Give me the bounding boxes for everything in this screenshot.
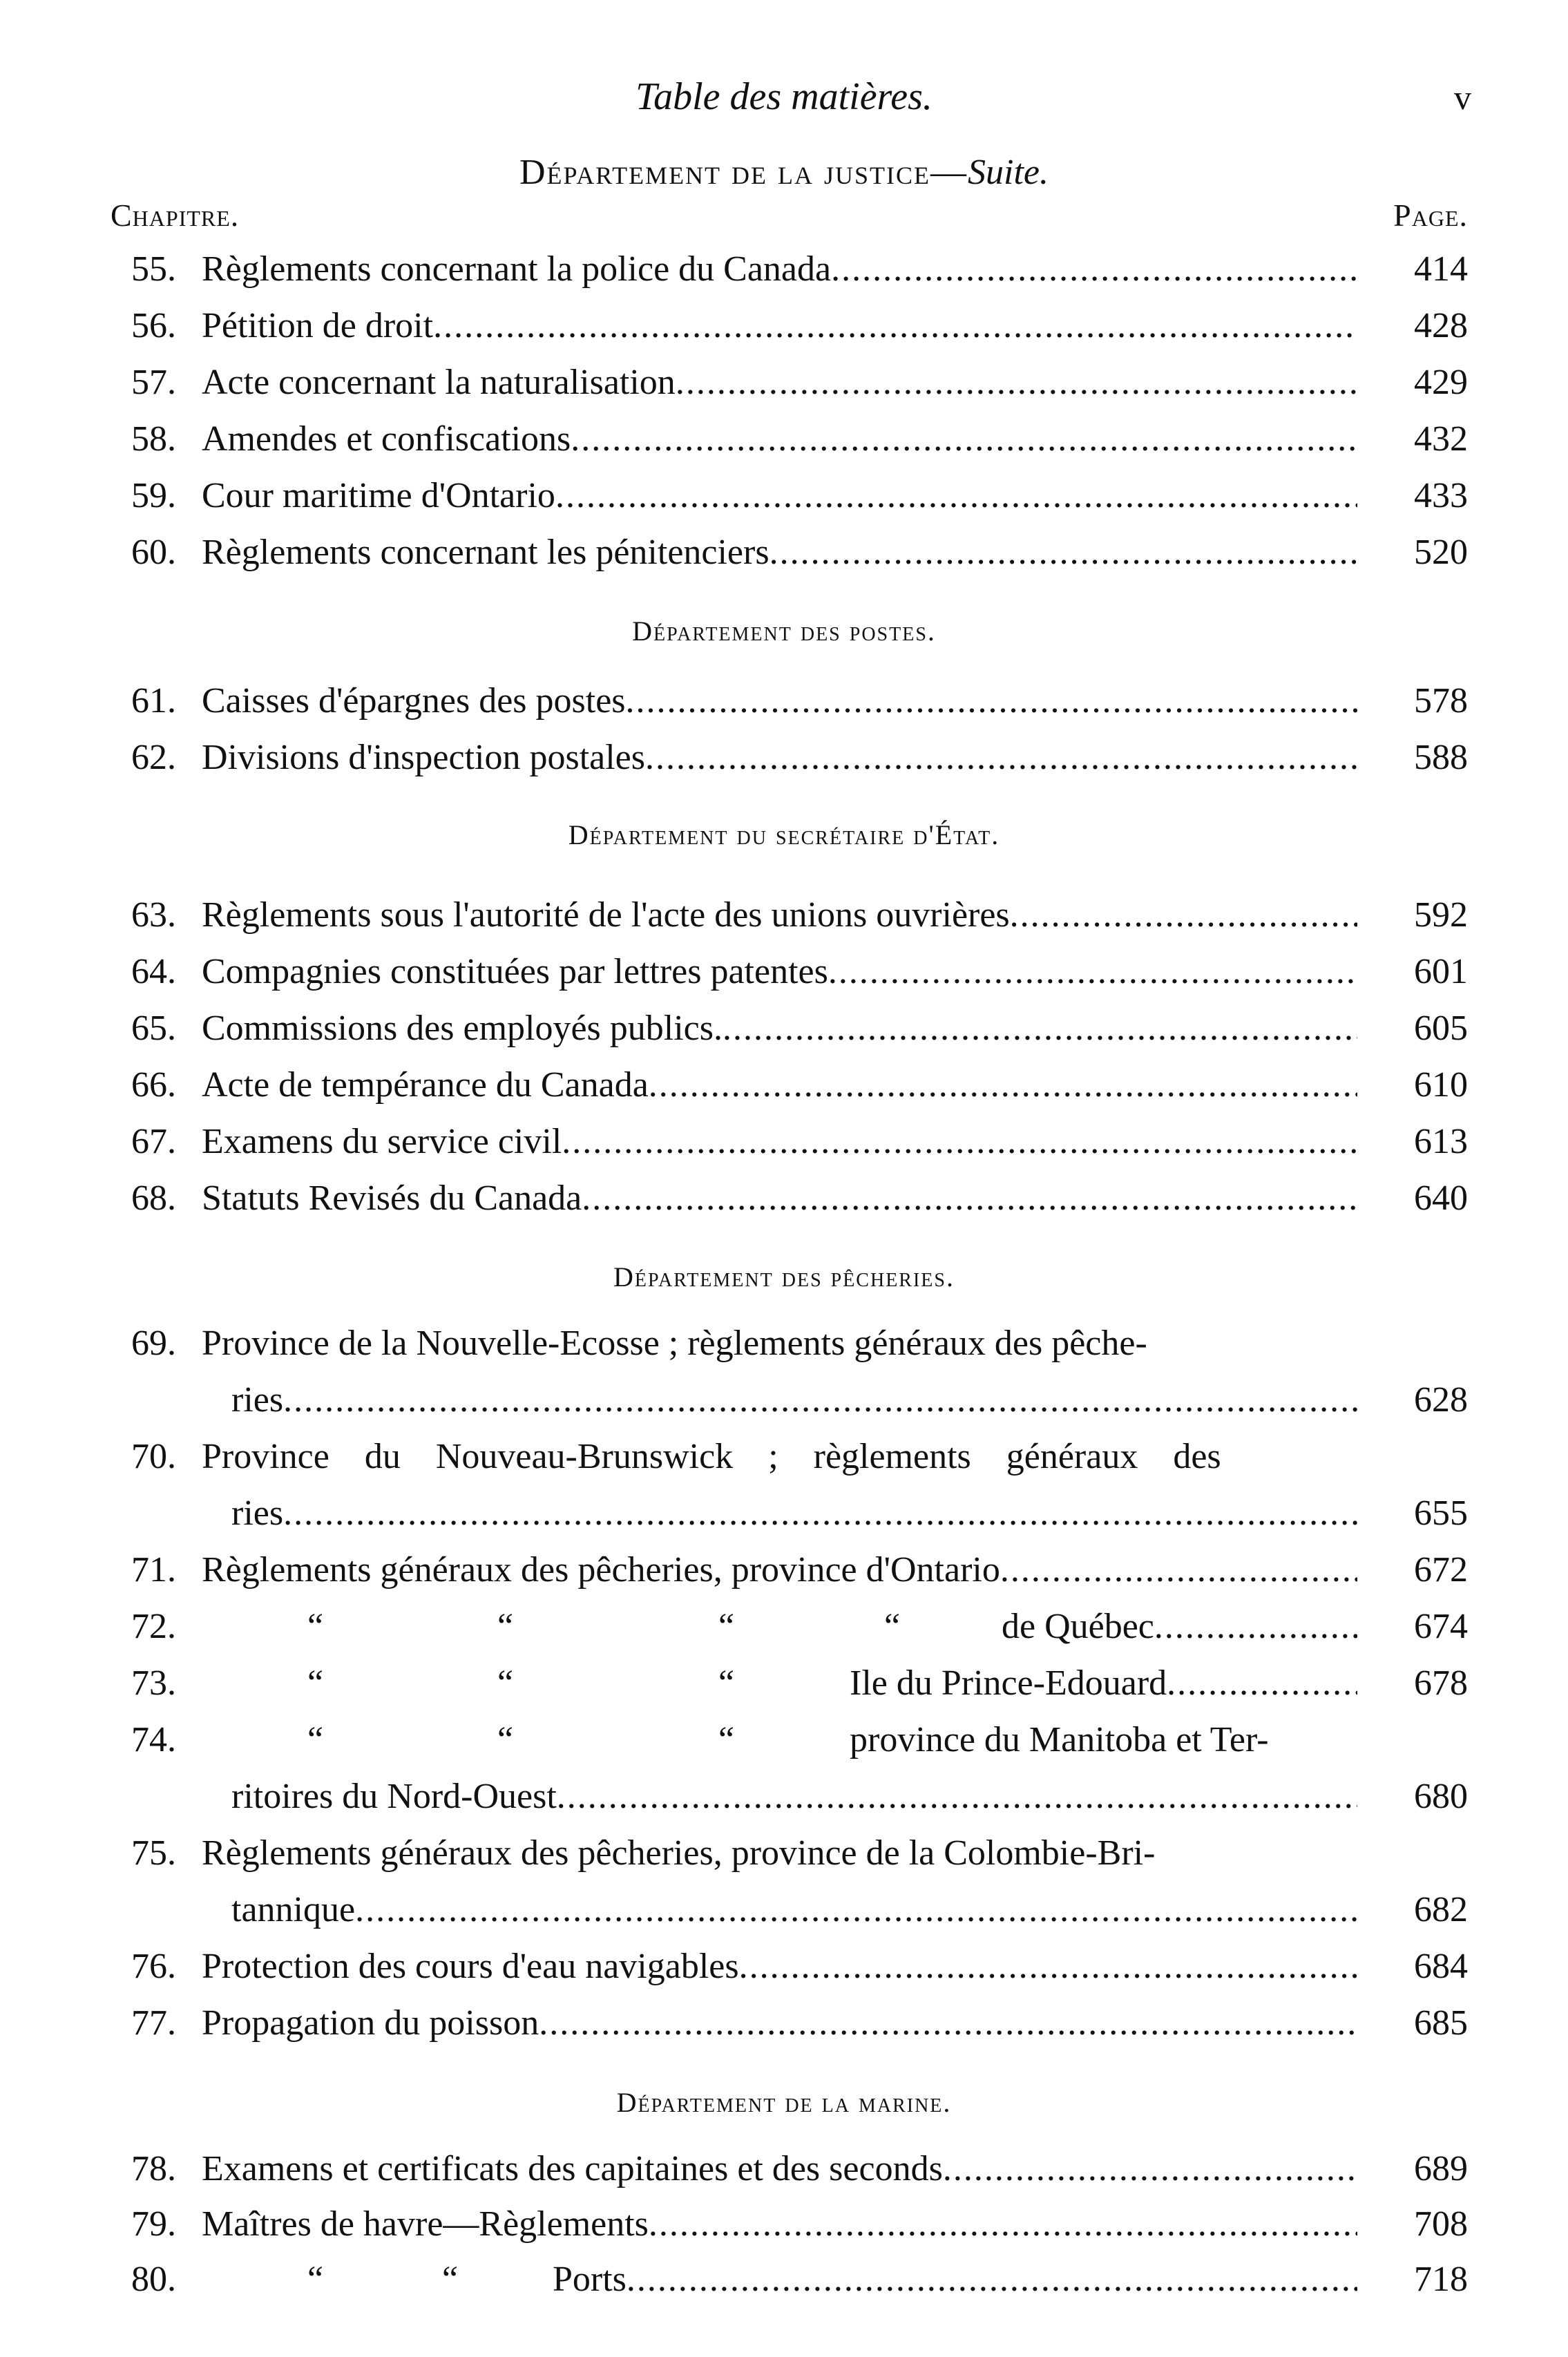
toc-entry (111, 1001, 1468, 1056)
toc-entry-continuation (111, 1769, 1468, 1824)
entry-title: Statuts Revisés du Canada (202, 1178, 582, 1218)
toc-entry (111, 1171, 1468, 1226)
entry-number: 55. (131, 249, 176, 289)
entry-title-continued: ritoires du Nord-Ouest (231, 1777, 557, 1816)
entry-number: 71. (131, 1550, 176, 1590)
toc-entry-continuation (111, 1373, 1468, 1428)
toc-entry-ditto (111, 2252, 1468, 2307)
toc-entry-continuation (111, 1882, 1468, 1938)
ditto-mark: “ (497, 1607, 514, 1646)
ditto-mark: “ (884, 1607, 901, 1646)
entry-page: 588 (1414, 738, 1468, 777)
entry-number: 78. (131, 2149, 176, 2188)
dot-leader (283, 1486, 1357, 1541)
entry-title: Protection des cours d'eau navigables (202, 1947, 739, 1986)
ditto-mark: “ (307, 1720, 324, 1759)
section-heading-marine: Département de la marine. (616, 2087, 952, 2118)
entry-title: Règlements sous l'autorité de l'acte des unions ouvrières (202, 895, 1010, 935)
column-labels (111, 197, 1468, 238)
dot-leader (557, 1769, 1357, 1824)
entry-number: 66. (131, 1065, 176, 1105)
dot-leader (355, 1882, 1357, 1938)
entry-page: 684 (1414, 1947, 1468, 1986)
ditto-mark: “ (307, 2260, 324, 2299)
dot-leader (649, 1058, 1357, 1113)
entry-number: 65. (131, 1009, 176, 1048)
dot-leader (828, 944, 1357, 1000)
entry-title: de Québec (1002, 1607, 1154, 1646)
entry-title: Compagnies constituées par lettres patentes (202, 952, 828, 991)
dot-leader (739, 1939, 1357, 1994)
running-title: Table des matières. (635, 75, 933, 118)
ditto-mark: “ (718, 1720, 735, 1759)
entry-title: Règlements concernant les pénitenciers (202, 533, 769, 572)
toc-entry-first-line (111, 1429, 1468, 1485)
entry-number: 67. (131, 1122, 176, 1161)
column-label-chapter: Chapitre. (111, 198, 240, 233)
dot-leader (831, 242, 1357, 297)
toc-entry-first-line (111, 1826, 1468, 1881)
entry-title: Maîtres de havre—Règlements (202, 2204, 649, 2244)
entry-number: 68. (131, 1178, 176, 1218)
entry-number: 58. (131, 419, 176, 459)
dot-leader (555, 468, 1357, 524)
section-title: Département de la justice— (519, 153, 968, 192)
entry-page: 680 (1414, 1777, 1468, 1816)
page-folio: v (1454, 78, 1471, 117)
entry-title-continued: tannique (231, 1890, 356, 1929)
entry-page: 592 (1414, 895, 1468, 935)
toc-entry (111, 242, 1468, 297)
entry-number: 59. (131, 476, 176, 515)
entry-title: Acte concernant la naturalisation (202, 363, 676, 402)
entry-page: 689 (1414, 2149, 1468, 2188)
toc-entry (111, 1543, 1468, 1598)
dot-leader (571, 412, 1357, 467)
dot-leader (582, 1171, 1357, 1226)
entry-page: 601 (1414, 952, 1468, 991)
dot-leader (676, 355, 1357, 410)
entry-title-continued: ries (231, 1380, 284, 1420)
entry-title: Acte de tempérance du Canada (202, 1065, 649, 1105)
dot-leader (1154, 1599, 1357, 1654)
toc-entry (111, 674, 1468, 729)
section-heading-postes: Département des postes. (632, 616, 936, 647)
entry-title: Divisions d'inspection postales (202, 738, 646, 777)
entry-number: 74. (131, 1720, 176, 1759)
entry-page: 718 (1414, 2260, 1468, 2299)
dot-leader (627, 2252, 1357, 2307)
dot-leader (1167, 1656, 1357, 1711)
section-heading-justice (0, 152, 1568, 193)
entry-title: Pétition de droit (202, 306, 434, 345)
entry-title: Amendes et confiscations (202, 419, 571, 459)
entry-title: Commissions des employés publics. (202, 1009, 723, 1048)
toc-entry (111, 944, 1468, 1000)
toc-entry (111, 1058, 1468, 1113)
entry-page: 685 (1414, 2003, 1468, 2043)
section-heading-pecheries: Département des pêcheries. (613, 1261, 955, 1292)
toc-entry (111, 2141, 1468, 2197)
toc-entry (111, 888, 1468, 943)
toc-entry (111, 1114, 1468, 1170)
entry-page: 605 (1414, 1009, 1468, 1048)
entry-number: 79. (131, 2204, 176, 2244)
dot-leader (626, 674, 1357, 729)
entry-page: 610 (1414, 1065, 1468, 1105)
dot-leader (1000, 1543, 1357, 1598)
ditto-mark: “ (497, 1720, 514, 1759)
entry-number: 72. (131, 1607, 176, 1646)
ditto-mark: “ (307, 1663, 324, 1703)
entry-page: 708 (1414, 2204, 1468, 2244)
dot-leader (1010, 888, 1357, 943)
entry-number: 69. (131, 1324, 176, 1363)
entry-page: 578 (1414, 681, 1468, 721)
dot-leader (769, 525, 1357, 580)
toc-entry (111, 298, 1468, 354)
toc-entry-first-line (111, 1316, 1468, 1371)
toc-entry (111, 468, 1468, 524)
dot-leader (433, 298, 1357, 354)
entry-number: 63. (131, 895, 176, 935)
entry-number: 62. (131, 738, 176, 777)
entry-page: 655 (1414, 1494, 1468, 1533)
entry-page: 678 (1414, 1663, 1468, 1703)
entry-number: 76. (131, 1947, 176, 1986)
toc-entry (111, 355, 1468, 410)
toc-entry (111, 2197, 1468, 2252)
dot-leader (539, 1996, 1357, 2051)
entry-number: 64. (131, 952, 176, 991)
dot-leader (562, 1114, 1357, 1170)
entry-page: 613 (1414, 1122, 1468, 1161)
section-heading-secretaire: Département du secrétaire d'État. (568, 819, 1000, 850)
running-header (0, 75, 1568, 123)
entry-title: Examens du service civil (202, 1122, 562, 1161)
entry-title: Examens et certificats des capitaines et des seconds (202, 2149, 943, 2188)
entry-number: 61. (131, 681, 176, 721)
entry-number: 56. (131, 306, 176, 345)
entry-page: 674 (1414, 1607, 1468, 1646)
entry-number: 60. (131, 533, 176, 572)
ditto-mark: “ (442, 2260, 459, 2299)
entry-page: 433 (1414, 476, 1468, 515)
entry-page: 428 (1414, 306, 1468, 345)
entry-number: 57. (131, 363, 176, 402)
dot-leader (723, 1001, 1357, 1056)
toc-entry (111, 1996, 1468, 2051)
toc-entry-ditto (111, 1712, 1468, 1768)
entry-page: 432 (1414, 419, 1468, 459)
toc-entry (111, 1939, 1468, 1994)
entry-page: 672 (1414, 1550, 1468, 1590)
toc-entry-continuation (111, 1486, 1468, 1541)
entry-title-continued: ries (231, 1494, 284, 1533)
dot-leader (645, 730, 1357, 785)
ditto-mark: “ (718, 1607, 735, 1646)
entry-number: 77. (131, 2003, 176, 2043)
entry-title: Règlements généraux des pêcheries, province d'Ontario (202, 1550, 1000, 1590)
entry-number: 75. (131, 1833, 176, 1873)
dot-leader (649, 2197, 1357, 2252)
entry-title: Cour maritime d'Ontario (202, 476, 555, 515)
entry-number: 70. (131, 1437, 176, 1476)
entry-page: 429 (1414, 363, 1468, 402)
entry-page: 520 (1414, 533, 1468, 572)
entry-title: Province du Nouveau-Brunswick ; règlements généraux des (202, 1437, 1221, 1476)
toc-entry (111, 730, 1468, 785)
entry-title: Ile du Prince-Edouard (850, 1663, 1167, 1703)
entry-page: 640 (1414, 1178, 1468, 1218)
entry-title: province du Manitoba et Ter- (850, 1720, 1269, 1759)
entry-title: Propagation du poisson (202, 2003, 539, 2043)
entry-title: Règlements généraux des pêcheries, province de la Colombie-Bri- (202, 1833, 1156, 1873)
ditto-mark: “ (718, 1663, 735, 1703)
entry-page: 682 (1414, 1890, 1468, 1929)
ditto-mark: “ (497, 1663, 514, 1703)
entry-number: 73. (131, 1663, 176, 1703)
toc-entry (111, 412, 1468, 467)
entry-number: 80. (131, 2260, 176, 2299)
dot-leader (283, 1373, 1357, 1428)
section-suite: Suite. (968, 153, 1049, 192)
entry-title: Caisses d'épargnes des postes (202, 681, 626, 721)
entry-title: Règlements concernant la police du Canada (202, 249, 832, 289)
toc-entry-ditto (111, 1656, 1468, 1711)
toc-entry (111, 525, 1468, 580)
column-label-page: Page. (1393, 198, 1468, 233)
entry-title: Province de la Nouvelle-Ecosse ; règlements généraux des pêche- (202, 1324, 1147, 1363)
entry-title: Ports (553, 2260, 627, 2299)
toc-entry-ditto (111, 1599, 1468, 1654)
entry-page: 414 (1414, 249, 1468, 289)
dot-leader (943, 2141, 1357, 2197)
entry-page: 628 (1414, 1380, 1468, 1420)
ditto-mark: “ (307, 1607, 324, 1646)
